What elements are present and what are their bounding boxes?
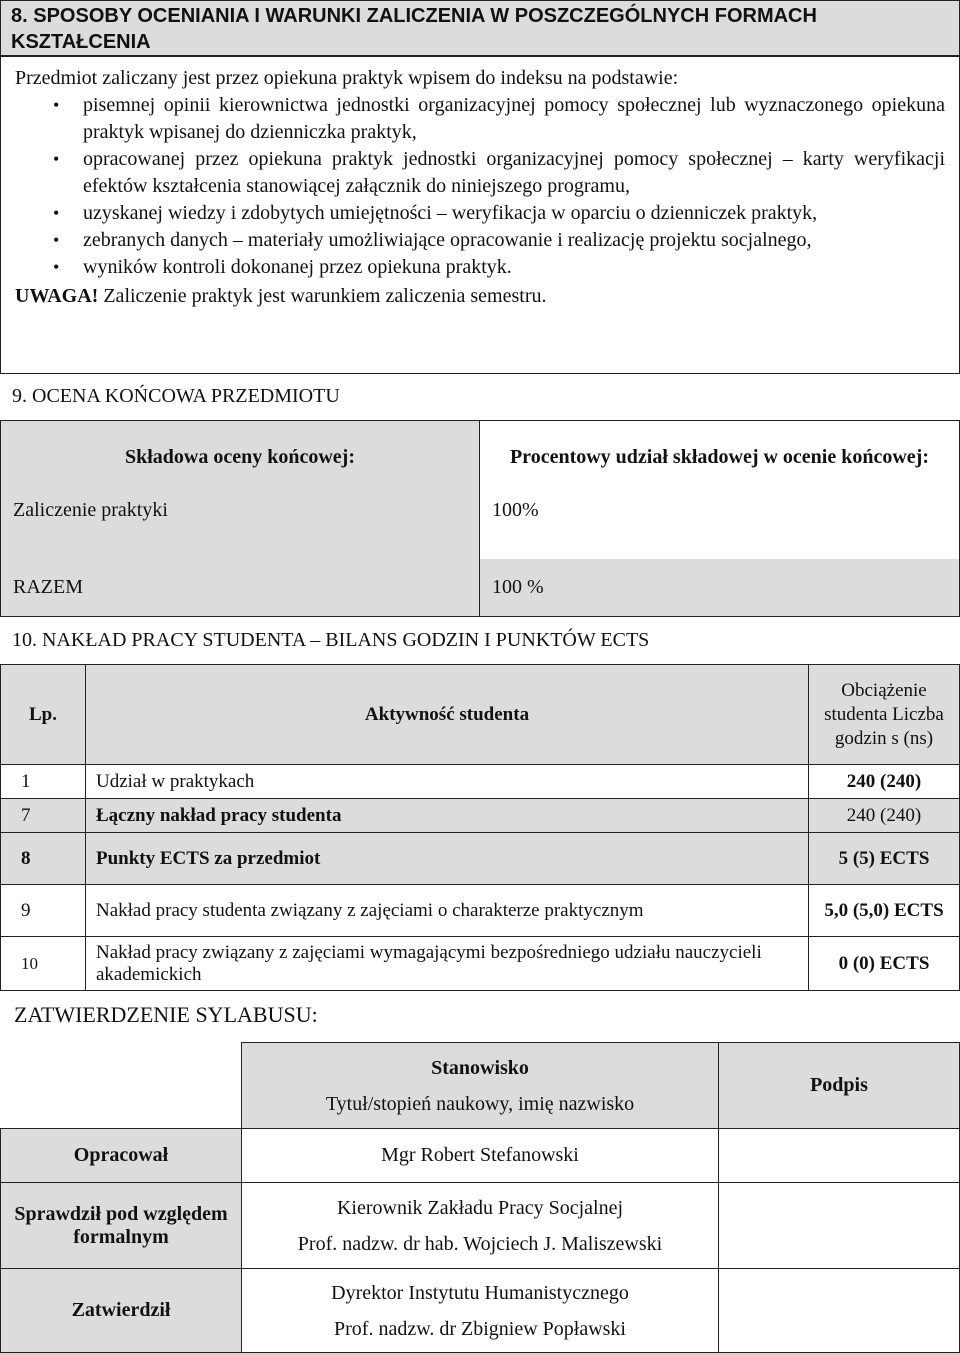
approved-by-position: Dyrektor Instytutu Humanistycznego — [331, 1281, 629, 1304]
table-row — [1, 765, 960, 799]
grade-component-header: Składowa oceny końcowej: — [1, 421, 480, 495]
checked-by-label: Sprawdził pod względem formalnym — [1, 1183, 242, 1269]
approval-table — [0, 1042, 960, 1353]
grade-total-label: RAZEM — [1, 559, 480, 617]
approved-by-name: Prof. nadzw. dr Zbigniew Popławski — [334, 1317, 626, 1340]
table-row — [1, 937, 960, 991]
grade-percentage-header: Procentowy udział składowej w ocenie końcowej: — [480, 421, 960, 495]
row-activity: Nakład pracy studenta związany z zajęciami o charakterze praktycznym — [86, 885, 809, 937]
row-number: 8 — [1, 833, 86, 885]
row-value: 0 (0) ECTS — [809, 937, 960, 991]
row-value: 5,0 (5,0) ECTS — [809, 885, 960, 937]
checked-by-name: Prof. nadzw. dr hab. Wojciech J. Maliszewski — [297, 1232, 663, 1255]
list-item: • pisemnej opinii kierownictwa jednostki organizacyjnej pomocy społecznej lub wyznaczonego opiekuna praktyk wpisanej do dzienniczka praktyk, — [83, 92, 945, 146]
section-9-title: 9. OCENA KOŃCOWA PRZEDMIOTU — [12, 385, 340, 407]
load-header: Obciążenie studenta Liczba godzin s (ns) — [809, 665, 960, 765]
workload-table — [0, 664, 960, 991]
grade-component-value: 100% — [480, 495, 960, 559]
list-item: • uzyskanej wiedzy i zdobytych umiejętności – weryfikacja w oparciu o dzienniczek praktyk, — [83, 200, 945, 227]
row-activity: Udział w praktykach — [86, 765, 809, 799]
section-8-intro: Przedmiot zaliczany jest przez opiekuna praktyk wpisem do indeksu na podstawie: — [15, 67, 679, 89]
checked-by-cell — [242, 1183, 719, 1269]
grade-component-name: Zaliczenie praktyki — [1, 495, 480, 559]
row-value: 240 (240) — [809, 799, 960, 833]
activity-header: Aktywność studenta — [86, 665, 809, 765]
section-8-bullet-list — [15, 92, 945, 281]
approved-by-cell — [242, 1269, 719, 1353]
section-10-title: 10. NAKŁAD PRACY STUDENTA – BILANS GODZIN I PUNKTÓW ECTS — [12, 629, 650, 651]
row-activity: Łączny nakład pracy studenta — [86, 799, 809, 833]
section-8-content — [0, 56, 960, 374]
warning-line — [15, 283, 945, 310]
position-header-label: Stanowisko — [431, 1056, 529, 1079]
row-number: 9 — [1, 885, 86, 937]
row-activity: Punkty ECTS za przedmiot — [86, 833, 809, 885]
prepared-by-signature — [719, 1129, 960, 1183]
prepared-by-label: Opracował — [1, 1129, 242, 1183]
warning-label: UWAGA! — [15, 285, 99, 307]
list-item: • wyników kontroli dokonanej przez opiekuna praktyk. — [83, 254, 945, 281]
prepared-by-name: Mgr Robert Stefanowski — [242, 1129, 719, 1183]
table-row — [1, 885, 960, 937]
approved-by-label: Zatwierdził — [1, 1269, 242, 1353]
empty-corner — [1, 1043, 242, 1129]
warning-text: Zaliczenie praktyk jest warunkiem zaliczenia semestru. — [98, 285, 547, 307]
table-row — [1, 799, 960, 833]
row-number: 10 — [1, 937, 86, 991]
row-number: 7 — [1, 799, 86, 833]
list-item: • zebranych danych – materiały umożliwiające opracowanie i realizację projektu socjalnego, — [83, 227, 945, 254]
checked-by-position: Kierownik Zakładu Pracy Socjalnej — [336, 1196, 624, 1219]
row-activity: Nakład pracy związany z zajęciami wymagającymi bezpośredniego udziału nauczycieli akademickich — [86, 937, 809, 991]
lp-header: Lp. — [1, 665, 86, 765]
list-item: • opracowanej przez opiekuna praktyk jednostki organizacyjnej pomocy społecznej – karty weryfikacji efektów kształcenia stanowiącej załącznik do niniejszego programu, — [83, 146, 945, 200]
grade-total-value: 100 % — [480, 559, 960, 617]
checked-by-signature — [719, 1183, 960, 1269]
row-value: 240 (240) — [809, 765, 960, 799]
table-row — [1, 833, 960, 885]
name-header-label: Tytuł/stopień naukowy, imię nazwisko — [325, 1092, 635, 1115]
approval-title: ZATWIERDZENIE SYLABUSU: — [14, 1002, 318, 1027]
final-grade-table — [0, 420, 960, 617]
row-number: 1 — [1, 765, 86, 799]
section-8-title: 8. SPOSOBY OCENIANIA I WARUNKI ZALICZENIA W POSZCZEGÓLNYCH FORMACH KSZTAŁCENIA — [0, 0, 960, 56]
row-value: 5 (5) ECTS — [809, 833, 960, 885]
position-header — [242, 1043, 719, 1129]
signature-header: Podpis — [719, 1043, 960, 1129]
approved-by-signature — [719, 1269, 960, 1353]
